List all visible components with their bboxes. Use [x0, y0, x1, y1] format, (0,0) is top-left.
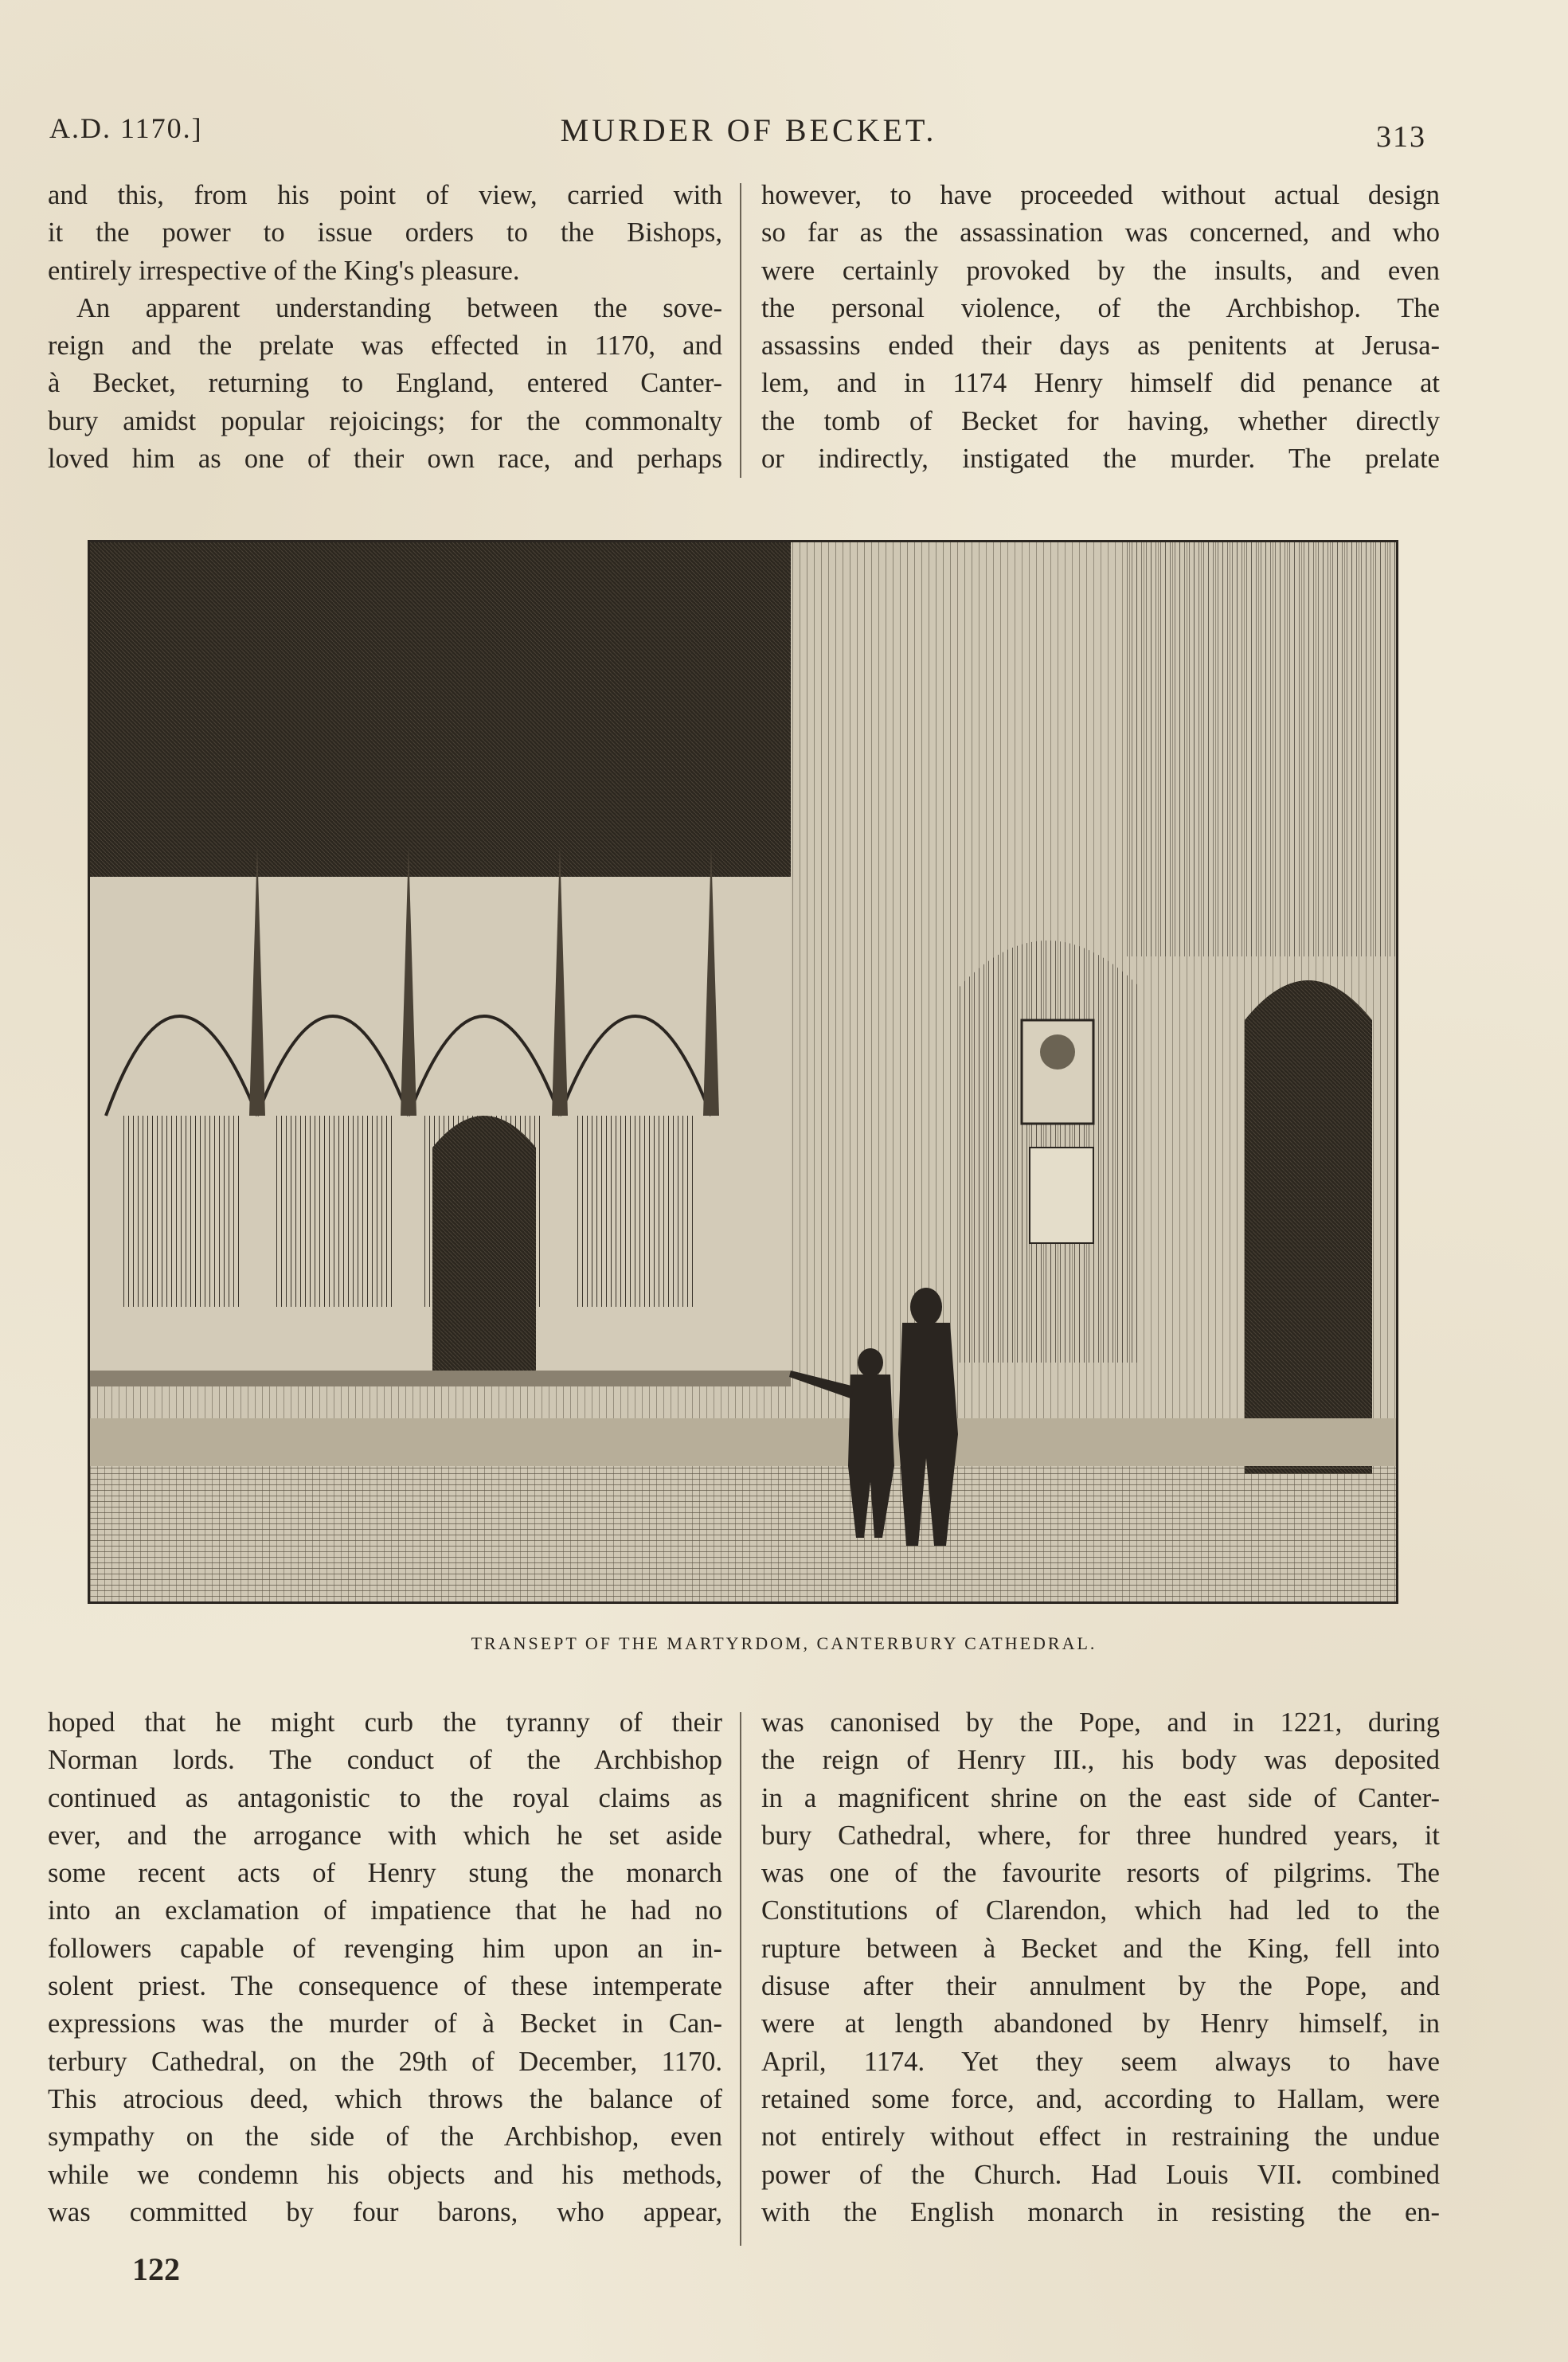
text-line: followers capable of revenging him upon an in- [48, 1933, 722, 1964]
text-line: ever, and the arrogance with which he set aside [48, 1820, 722, 1851]
text-line: bury Cathedral, where, for three hundred years, it [761, 1820, 1440, 1851]
text-line: in a magnificent shrine on the east side of Canter- [761, 1782, 1440, 1813]
column-divider [740, 1712, 741, 2246]
text-line: lem, and in 1174 Henry himself did penance at [761, 368, 1440, 399]
signature-mark: 122 [132, 2251, 180, 2287]
text-line: loved him as one of their own race, and perhaps [48, 444, 722, 475]
top-left-column [48, 177, 722, 478]
figure-caption: TRANSEPT OF THE MARTYRDOM, CANTERBURY CATHEDRAL. [471, 1633, 1097, 1653]
text-line: sympathy on the side of the Archbishop, even [48, 2121, 722, 2153]
text-line: An apparent understanding between the sove- [76, 292, 722, 323]
text-line: and this, from his point of view, carried with [48, 180, 722, 210]
text-line: disuse after their annulment by the Pope, and [761, 1971, 1440, 2002]
text-line: the personal violence, of the Archbishop. The [761, 292, 1440, 323]
text-line: or indirectly, instigated the murder. The prelate [761, 444, 1440, 475]
text-line: the tomb of Becket for having, whether directly [761, 405, 1440, 436]
text-line: rupture between à Becket and the King, fell into [761, 1933, 1440, 1964]
running-head-date: A.D. 1170.] [49, 112, 203, 144]
text-line: was committed by four barons, who appear, [48, 2196, 722, 2227]
text-line: retained some force, and, according to Hallam, were [761, 2083, 1440, 2114]
text-line: while we condemn his objects and his methods, [48, 2159, 722, 2190]
text-line: some recent acts of Henry stung the monarch [48, 1858, 722, 1889]
text-line: however, to have proceeded without actual design [761, 180, 1440, 210]
text-line: Constitutions of Clarendon, which had led to the [761, 1895, 1440, 1926]
text-line: April, 1174. Yet they seem always to have [761, 2046, 1440, 2077]
text-line: power of the Church. Had Louis VII. combined [761, 2159, 1440, 2190]
text-line: was one of the favourite resorts of pilgrims. The [761, 1858, 1440, 1889]
text-line: expressions was the murder of à Becket in Can- [48, 2008, 722, 2039]
text-line: continued as antagonistic to the royal claims as [48, 1782, 722, 1813]
text-line: so far as the assassination was concerned, and who [761, 217, 1440, 248]
text-line: it the power to issue orders to the Bishops, [48, 217, 722, 248]
text-line: into an exclamation of impatience that he had no [48, 1895, 722, 1926]
text-line: entirely irrespective of the King's pleasure. [48, 255, 520, 286]
text-line: bury amidst popular rejoicings; for the commonalty [48, 405, 722, 436]
column-divider [740, 183, 741, 478]
text-line: the reign of Henry III., his body was deposited [761, 1745, 1440, 1776]
top-right-column [761, 177, 1440, 478]
page-number: 313 [1376, 120, 1426, 154]
text-line: solent priest. The consequence of these intemperate [48, 1971, 722, 2002]
text-line: terbury Cathedral, on the 29th of December, 1170. [48, 2046, 722, 2077]
text-line: Norman lords. The conduct of the Archbishop [48, 1745, 722, 1776]
bottom-left-column [48, 1704, 722, 2231]
bottom-right-column [761, 1704, 1440, 2231]
text-line: reign and the prelate was effected in 1170, and [48, 330, 722, 362]
running-head-title: MURDER OF BECKET. [560, 112, 937, 148]
text-line: hoped that he might curb the tyranny of their [48, 1707, 722, 1738]
text-line: This atrocious deed, which throws the balance of [48, 2083, 722, 2114]
text-line: were at length abandoned by Henry himself, in [761, 2008, 1440, 2039]
text-line: was canonised by the Pope, and in 1221, during [761, 1707, 1440, 1738]
text-line: à Becket, returning to England, entered Canter- [48, 368, 722, 399]
cathedral-engraving [88, 540, 1398, 1604]
text-line: were certainly provoked by the insults, and even [761, 255, 1440, 286]
text-line: with the English monarch in resisting the en- [761, 2196, 1440, 2227]
text-line: not entirely without effect in restraining the undue [761, 2121, 1440, 2153]
text-line: assassins ended their days as penitents at Jerusa- [761, 330, 1440, 362]
